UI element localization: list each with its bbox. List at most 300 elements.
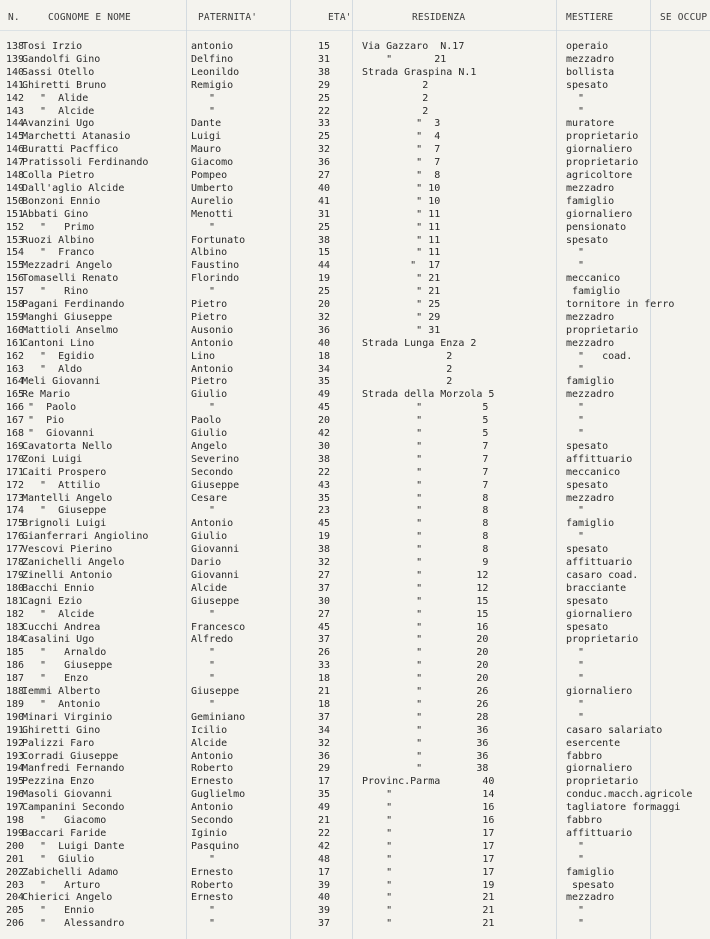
row-job: giornaliero	[566, 608, 633, 620]
row-name: " Attilio	[22, 479, 101, 491]
row-name: Chierici Angelo	[22, 892, 113, 904]
row-name: " Enzo	[22, 673, 89, 685]
row-residence: " 16	[362, 802, 495, 814]
row-number: 167	[6, 415, 25, 427]
row-name: Cagni Ezio	[22, 595, 83, 607]
row-name: Sassi Otello	[22, 66, 95, 78]
row-job: giornaliero	[566, 144, 633, 156]
row-paternity: "	[191, 660, 216, 672]
row-number: 175	[6, 518, 25, 530]
row-name: Mantelli Angelo	[22, 492, 113, 504]
row-age: 36	[318, 324, 331, 336]
row-residence: " 21	[362, 53, 447, 65]
row-paternity: Antonio	[191, 518, 234, 530]
row-paternity: Dante	[191, 118, 222, 130]
row-paternity: Giuseppe	[191, 686, 240, 697]
row-paternity: Albino	[191, 247, 228, 259]
row-paternity: Pietro	[191, 299, 228, 310]
row-residence: 2	[362, 105, 429, 117]
row-age: 31	[318, 53, 331, 65]
row-age: 39	[318, 879, 331, 891]
row-job: muratore	[566, 118, 615, 130]
row-job: "	[566, 531, 585, 543]
row-paternity: Geminiano	[191, 711, 246, 723]
row-paternity: Giuseppe	[191, 479, 240, 491]
row-residence: " 8	[362, 531, 489, 543]
table-row	[0, 324, 710, 338]
table-row	[0, 659, 710, 673]
row-age: 35	[318, 376, 331, 388]
row-name: " Arnaldo	[22, 647, 107, 659]
row-residence: " 17	[362, 827, 495, 839]
row-residence: 2	[362, 376, 453, 388]
row-name: Colla Pietro	[22, 170, 95, 181]
row-name: Dall'aglio Alcide	[22, 182, 125, 194]
row-number: 173	[6, 492, 25, 504]
row-paternity: Antonio	[191, 337, 234, 349]
table-row	[0, 143, 710, 157]
row-job: "	[566, 660, 585, 672]
row-job: "	[566, 92, 585, 104]
row-number: 178	[6, 557, 25, 568]
row-paternity: Umberto	[191, 182, 234, 194]
table-row	[0, 633, 710, 647]
table-row	[0, 440, 710, 454]
row-job: proprietario	[566, 324, 639, 336]
row-number: 203	[6, 879, 25, 891]
row-residence: " 8	[362, 518, 489, 530]
row-age: 32	[318, 557, 331, 568]
row-name: Ruozi Albino	[22, 234, 95, 246]
row-name: " Pio	[22, 415, 65, 427]
row-age: 34	[318, 724, 331, 736]
table-row	[0, 53, 710, 67]
row-paternity: Antonio	[191, 363, 234, 375]
row-name: " Giuseppe	[22, 505, 107, 517]
row-age: 31	[318, 208, 331, 220]
row-residence: " 9	[362, 557, 489, 568]
row-paternity: Giulio	[191, 389, 228, 401]
row-paternity: "	[191, 673, 216, 685]
row-job: "	[566, 647, 585, 659]
row-number: 195	[6, 776, 25, 788]
row-age: 27	[318, 569, 331, 581]
row-name: Casalini Ugo	[22, 634, 95, 646]
row-age: 45	[318, 402, 331, 414]
table-row	[0, 569, 710, 583]
row-number: 205	[6, 905, 25, 917]
table-row	[0, 879, 710, 893]
table-row	[0, 737, 710, 751]
row-name: Ghiretti Bruno	[22, 79, 107, 91]
row-job: mezzadro	[566, 53, 615, 65]
row-residence: " 28	[362, 711, 489, 723]
row-age: 40	[318, 892, 331, 904]
row-age: 32	[318, 737, 331, 749]
row-residence: Provinc.Parma 40	[362, 776, 495, 788]
row-job: operaio	[566, 41, 609, 52]
row-residence: " 8	[362, 170, 441, 181]
row-residence: " 10	[362, 195, 441, 207]
row-age: 36	[318, 750, 331, 762]
row-name: " Alcide	[22, 105, 95, 117]
row-job: casaro coad.	[566, 569, 639, 581]
row-number: 158	[6, 299, 25, 310]
table-row	[0, 479, 710, 493]
row-number: 170	[6, 453, 25, 465]
row-paternity: Faustino	[191, 260, 240, 272]
row-age: 32	[318, 311, 331, 323]
row-number: 181	[6, 595, 25, 607]
row-paternity: Pietro	[191, 311, 228, 323]
row-residence: " 21	[362, 892, 495, 904]
row-paternity: Roberto	[191, 763, 234, 775]
row-name: Mezzadri Angelo	[22, 260, 113, 272]
row-job: "	[566, 711, 585, 723]
row-number: 199	[6, 827, 25, 839]
row-number: 149	[6, 182, 25, 194]
row-job: spesato	[566, 440, 609, 452]
table-row	[0, 453, 710, 467]
row-number: 204	[6, 892, 25, 904]
row-residence: 2	[362, 92, 429, 104]
header-name: COGNOME E NOME	[48, 12, 131, 23]
row-number: 147	[6, 157, 25, 169]
row-job: affittuario	[566, 827, 633, 839]
row-name: Manfredi Fernando	[22, 763, 125, 775]
row-paternity: Secondo	[191, 466, 234, 478]
row-age: 45	[318, 621, 331, 633]
row-age: 38	[318, 453, 331, 465]
row-number: 168	[6, 428, 25, 439]
row-number: 196	[6, 789, 25, 801]
table-row	[0, 685, 710, 699]
row-age: 38	[318, 234, 331, 246]
row-job: "	[566, 428, 585, 439]
row-number: 186	[6, 660, 25, 672]
row-age: 32	[318, 144, 331, 156]
row-paternity: Giulio	[191, 428, 228, 439]
row-paternity: "	[191, 221, 216, 233]
row-age: 43	[318, 479, 331, 491]
row-residence: " 19	[362, 879, 495, 891]
row-residence: " 21	[362, 905, 495, 917]
table-row	[0, 904, 710, 918]
row-job: mezzadro	[566, 492, 615, 504]
table-row	[0, 414, 710, 428]
row-job: spesato	[566, 544, 609, 556]
row-job: "	[566, 402, 585, 414]
table-row	[0, 582, 710, 596]
table-row	[0, 608, 710, 622]
row-job: "	[566, 505, 585, 517]
row-number: 190	[6, 711, 25, 723]
row-job: mezzadro	[566, 311, 615, 323]
row-age: 17	[318, 776, 331, 788]
row-paternity: Angelo	[191, 440, 228, 452]
table-row	[0, 543, 710, 557]
row-job: proprietario	[566, 157, 639, 169]
row-job: spesato	[566, 595, 609, 607]
row-name: Zoni Luigi	[22, 453, 83, 465]
row-name: Caiti Prospero	[22, 466, 107, 478]
row-age: 25	[318, 92, 331, 104]
table-row	[0, 788, 710, 802]
row-age: 42	[318, 428, 331, 439]
row-job: meccanico	[566, 273, 621, 285]
row-residence: " 21	[362, 286, 441, 298]
table-row	[0, 40, 710, 54]
row-number: 206	[6, 918, 25, 930]
row-residence: " 16	[362, 621, 489, 633]
row-age: 18	[318, 350, 331, 362]
row-age: 33	[318, 118, 331, 130]
row-name: " Luigi Dante	[22, 840, 125, 852]
row-age: 30	[318, 595, 331, 607]
row-paternity: Remigio	[191, 79, 234, 91]
row-job: conduc.macch.agricole	[566, 789, 693, 801]
row-number: 142	[6, 92, 25, 104]
row-residence: " 36	[362, 750, 489, 762]
row-name: " Giuseppe	[22, 660, 113, 672]
row-paternity: Icilio	[191, 724, 228, 736]
table-row	[0, 621, 710, 635]
row-age: 22	[318, 827, 331, 839]
row-paternity: Alcide	[191, 737, 228, 749]
row-number: 176	[6, 531, 25, 543]
row-residence: " 11	[362, 234, 441, 246]
row-job: famiglio	[566, 376, 615, 388]
row-age: 22	[318, 466, 331, 478]
table-row	[0, 840, 710, 854]
row-age: 39	[318, 905, 331, 917]
row-job: fabbro	[566, 750, 603, 762]
row-paternity: Giuseppe	[191, 595, 240, 607]
row-residence: " 21	[362, 273, 441, 285]
row-number: 174	[6, 505, 25, 517]
row-paternity: "	[191, 647, 216, 659]
row-name: Re Mario	[22, 389, 71, 401]
row-paternity: Francesco	[191, 621, 246, 633]
row-paternity: Alfredo	[191, 634, 234, 646]
row-name: " Giacomo	[22, 815, 107, 826]
table-row	[0, 272, 710, 286]
row-age: 19	[318, 273, 331, 285]
row-age: 35	[318, 789, 331, 801]
row-job: spesato	[566, 79, 609, 91]
table-row	[0, 814, 710, 828]
row-age: 27	[318, 170, 331, 181]
row-paternity: Roberto	[191, 879, 234, 891]
table-row	[0, 801, 710, 815]
row-number: 161	[6, 337, 25, 349]
row-number: 141	[6, 79, 25, 91]
row-number: 140	[6, 66, 25, 78]
row-number: 191	[6, 724, 25, 736]
row-number: 150	[6, 195, 25, 207]
row-age: 27	[318, 608, 331, 620]
row-name: Vescovi Pierino	[22, 544, 113, 556]
row-job: spesato	[566, 234, 609, 246]
row-age: 18	[318, 673, 331, 685]
row-age: 30	[318, 440, 331, 452]
row-number: 164	[6, 376, 25, 388]
row-residence: " 20	[362, 647, 489, 659]
table-row	[0, 311, 710, 325]
row-age: 41	[318, 195, 331, 207]
row-paternity: Lino	[191, 350, 216, 362]
row-name: Zanichelli Angelo	[22, 557, 125, 568]
row-age: 19	[318, 531, 331, 543]
row-job: affittuario	[566, 453, 633, 465]
row-residence: " 7	[362, 144, 441, 156]
row-age: 37	[318, 711, 331, 723]
row-residence: " 7	[362, 479, 489, 491]
row-age: 40	[318, 182, 331, 194]
header-residence: RESIDENZA	[412, 12, 466, 23]
row-age: 45	[318, 518, 331, 530]
table-row	[0, 388, 710, 402]
row-residence: " 25	[362, 299, 441, 310]
row-paternity: Antonio	[191, 750, 234, 762]
row-name: " Alide	[22, 92, 89, 104]
row-number: 182	[6, 608, 25, 620]
row-residence: " 11	[362, 208, 441, 220]
row-age: 38	[318, 66, 331, 78]
row-paternity: Iginio	[191, 827, 228, 839]
row-residence: " 17	[362, 866, 495, 878]
row-age: 48	[318, 853, 331, 865]
header-age: ETA'	[328, 12, 352, 23]
row-age: 21	[318, 815, 331, 826]
row-job: affittuario	[566, 557, 633, 568]
row-number: 153	[6, 234, 25, 246]
row-paternity: Mauro	[191, 144, 222, 156]
row-paternity: Ernesto	[191, 776, 234, 788]
row-name: " Alcide	[22, 608, 95, 620]
row-age: 34	[318, 363, 331, 375]
row-age: 26	[318, 647, 331, 659]
row-name: Palizzi Faro	[22, 737, 95, 749]
row-residence: Via Gazzaro N.17	[362, 41, 465, 52]
row-residence: " 29	[362, 311, 441, 323]
row-name: Avanzini Ugo	[22, 118, 95, 130]
row-paternity: "	[191, 402, 216, 414]
row-residence: " 21	[362, 918, 495, 930]
row-job: famiglio	[566, 866, 615, 878]
row-name: Corradi Giuseppe	[22, 750, 119, 762]
row-paternity: "	[191, 918, 216, 930]
row-residence: " 12	[362, 569, 489, 581]
row-number: 192	[6, 737, 25, 749]
row-paternity: Paolo	[191, 415, 222, 427]
header-paternity: PATERNITA'	[198, 12, 258, 23]
row-residence: " 36	[362, 737, 489, 749]
row-residence: " 14	[362, 789, 495, 801]
row-paternity: Ernesto	[191, 892, 234, 904]
row-name: Marchetti Atanasio	[22, 131, 131, 143]
row-paternity: Giovanni	[191, 569, 240, 581]
table-row	[0, 117, 710, 131]
table-row	[0, 595, 710, 609]
row-name: Cavatorta Nello	[22, 440, 113, 452]
row-number: 151	[6, 208, 25, 220]
row-name: Cantoni Lino	[22, 337, 95, 349]
row-number: 163	[6, 363, 25, 375]
row-job: spesato	[566, 621, 609, 633]
row-number: 198	[6, 815, 25, 826]
row-name: Manghi Giuseppe	[22, 311, 113, 323]
row-residence: " 8	[362, 505, 489, 517]
table-row	[0, 182, 710, 196]
row-name: Tosi Irzio	[22, 41, 83, 52]
table-row	[0, 762, 710, 776]
row-number: 202	[6, 866, 25, 878]
row-age: 17	[318, 866, 331, 878]
table-row	[0, 298, 710, 312]
row-age: 22	[318, 105, 331, 117]
table-row	[0, 221, 710, 235]
table-row	[0, 504, 710, 518]
row-residence: " 15	[362, 608, 489, 620]
row-paternity: Aurelio	[191, 195, 234, 207]
table-row	[0, 891, 710, 905]
row-age: 20	[318, 415, 331, 427]
row-job: "	[566, 698, 585, 710]
row-job: proprietario	[566, 131, 639, 143]
table-row	[0, 130, 710, 144]
row-age: 49	[318, 802, 331, 814]
row-number: 165	[6, 389, 25, 401]
row-name: Minari Virginio	[22, 711, 113, 723]
row-residence: " 26	[362, 698, 489, 710]
row-job: giornaliero	[566, 763, 633, 775]
row-number: 160	[6, 324, 25, 336]
row-residence: 2	[362, 79, 429, 91]
row-paternity: Giulio	[191, 531, 228, 543]
row-name: " Giulio	[22, 853, 95, 865]
header-number: N.	[8, 12, 20, 23]
row-name: Campanini Secondo	[22, 802, 125, 814]
row-residence: " 4	[362, 131, 441, 143]
row-number: 187	[6, 673, 25, 685]
row-residence: " 8	[362, 492, 489, 504]
table-row	[0, 259, 710, 273]
row-residence: " 31	[362, 324, 441, 336]
row-residence: " 26	[362, 686, 489, 697]
row-age: 20	[318, 299, 331, 310]
row-residence: " 11	[362, 221, 441, 233]
row-job: meccanico	[566, 466, 621, 478]
row-paternity: "	[191, 905, 216, 917]
row-paternity: Giovanni	[191, 544, 240, 556]
row-job: famiglio	[566, 286, 621, 298]
row-paternity: Antonio	[191, 802, 234, 814]
row-number: 188	[6, 686, 25, 697]
row-age: 49	[318, 389, 331, 401]
row-job: " coad.	[566, 350, 633, 362]
row-paternity: "	[191, 286, 216, 298]
row-residence: 2	[362, 363, 453, 375]
row-age: 40	[318, 337, 331, 349]
row-job: "	[566, 905, 585, 917]
row-job: mezzadro	[566, 182, 615, 194]
table-row	[0, 724, 710, 738]
row-number: 138	[6, 41, 25, 52]
row-paternity: Florindo	[191, 273, 240, 285]
row-number: 177	[6, 544, 25, 556]
row-residence: " 20	[362, 660, 489, 672]
